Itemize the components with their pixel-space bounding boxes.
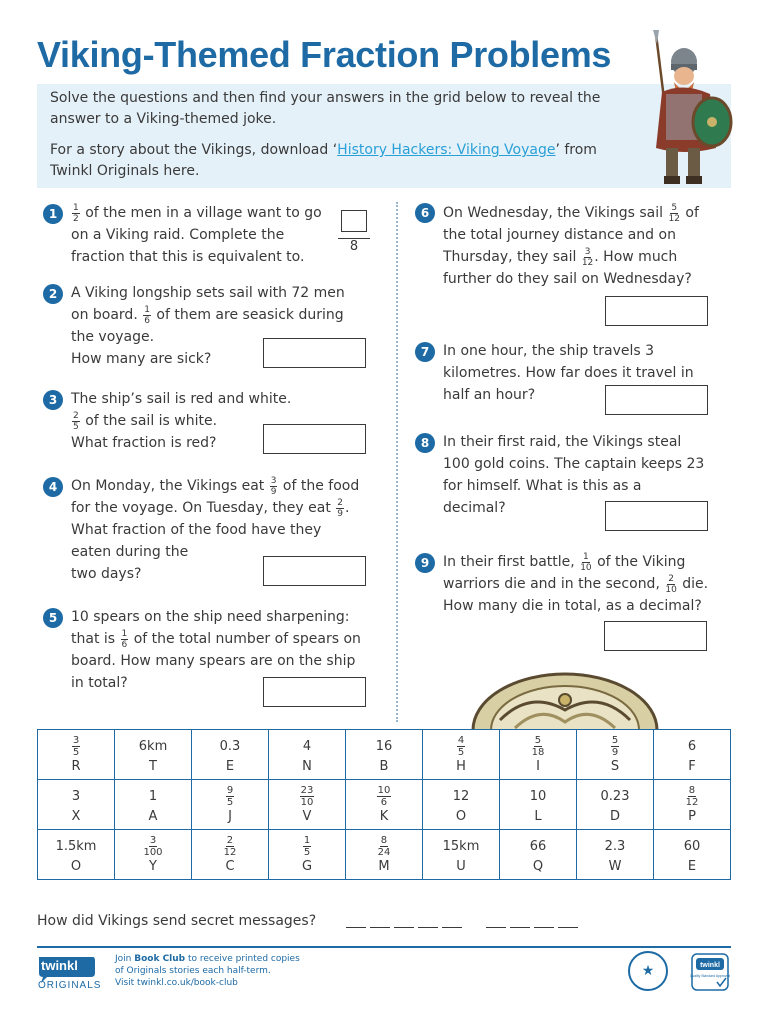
grid-cell-value <box>115 835 191 859</box>
grid-cell-letter: H <box>456 758 466 774</box>
grid-cell <box>577 830 654 880</box>
fraction: $\frac{1}{2}$ <box>73 202 79 224</box>
grid-cell <box>423 830 500 880</box>
answer-box-9[interactable] <box>604 621 707 651</box>
question-number-5: 5 <box>43 608 63 628</box>
question-number-1: 1 <box>43 204 63 224</box>
grid-cell <box>500 830 577 880</box>
grid-cell-letter: Y <box>149 858 157 874</box>
grid-cell <box>38 780 115 830</box>
viking-warrior-illustration <box>626 30 738 188</box>
fraction: $\frac{9}{5}$ <box>226 784 234 808</box>
numerator-answer-box[interactable] <box>341 210 367 232</box>
fraction: $\frac{3}{9}$ <box>270 475 277 497</box>
grid-cell-value <box>269 785 345 809</box>
grid-cell <box>500 780 577 830</box>
column-divider <box>396 202 398 722</box>
grid-cell <box>346 830 423 880</box>
fraction: $\frac{1}{6}$ <box>121 628 128 650</box>
answer-box-2[interactable] <box>263 338 366 368</box>
grid-cell-value <box>38 735 114 759</box>
question-number-9: 9 <box>415 553 435 573</box>
grid-cell-letter: L <box>534 808 542 824</box>
answer-blank[interactable] <box>442 927 462 928</box>
grid-cell-value: 2.3 <box>604 838 626 854</box>
grid-cell <box>269 780 346 830</box>
answer-box-7[interactable] <box>605 385 708 415</box>
question-1-text: $\frac{1}{2}$ of the men in a village want to go on a Viking raid. Complete the fraction that this is equivalent to. <box>71 202 322 265</box>
grid-cell-value <box>577 735 653 759</box>
question-2-text: A Viking longship sets sail with 72 men on board. $\frac{1}{6}$ of them are seasick during the voyage. How many are sick? <box>71 285 345 367</box>
question-4-text: On Monday, the Vikings eat $\frac{3}{9}$ of the food for the voyage. On Tuesday, they eat $\frac{2}{9}$ . What fraction of the food have they eaten during the two days? <box>71 475 360 582</box>
grid-cell-value: 1 <box>148 788 158 804</box>
page-title: Viking-Themed Fraction Problems <box>37 34 612 75</box>
grid-cell-letter: C <box>225 858 235 874</box>
grid-cell <box>269 830 346 880</box>
grid-cell <box>654 730 731 780</box>
grid-row <box>38 780 731 830</box>
answer-box-5[interactable] <box>263 677 366 707</box>
grid-cell-value <box>192 835 268 859</box>
quality-badge-text: Quality Standard Approved <box>690 974 730 978</box>
grid-cell-value <box>346 785 422 809</box>
question-8-text: In their first raid, the Vikings steal 100 gold coins. The captain keeps 23 for himself. What is this as a decimal? <box>443 434 705 516</box>
question-5-text: 10 spears on the ship need sharpening: that is $\frac{1}{6}$ of the total number of spears on board. How many spears are on the ship in total? <box>71 609 361 691</box>
answer-box-6[interactable] <box>605 296 708 326</box>
fraction: $\frac{8}{24}$ <box>377 834 391 858</box>
grid-cell-value: 12 <box>452 788 470 804</box>
answer-box-8[interactable] <box>605 501 708 531</box>
intro-story <box>50 140 610 182</box>
grid-cell <box>269 730 346 780</box>
grid-cell-letter: F <box>688 758 696 774</box>
fraction: $\frac{8}{12}$ <box>685 784 699 808</box>
question-number-4: 4 <box>43 477 63 497</box>
denominator-label: 8 <box>349 239 359 254</box>
grid-cell-letter: O <box>455 808 467 824</box>
grid-cell <box>423 780 500 830</box>
question-7-text: In one hour, the ship travels 3 kilometres. How far does it travel in half an hour? <box>443 343 694 403</box>
grid-cell-value: 1.5km <box>55 838 97 854</box>
answer-box-3[interactable] <box>263 424 366 454</box>
grid-cell-value: 6 <box>687 738 697 754</box>
question-9-text: In their first battle, $\frac{1}{10}$ of the Viking warriors die and in the second, $\frac{2}{10}$ die. How many die in total, as a decimal? <box>443 551 709 614</box>
grid-cell-letter: P <box>688 808 696 824</box>
book-club-info: Join Book Club to receive printed copies of Originals stories each half-term. Visit twinkl.co.uk/book-club <box>115 954 300 988</box>
grid-cell-value: 16 <box>375 738 393 754</box>
answer-blank[interactable] <box>486 927 506 928</box>
answer-blank[interactable] <box>394 927 414 928</box>
intro-story-text: For a story about the Vikings, download ‘ <box>50 142 338 158</box>
fraction: $\frac{2}{10}$ <box>665 573 677 595</box>
grid-cell-letter: O <box>70 858 82 874</box>
question-number-8: 8 <box>415 433 435 453</box>
grid-cell <box>192 780 269 830</box>
grid-cell-value <box>423 735 499 759</box>
grid-cell-letter: V <box>302 808 312 824</box>
grid-cell-value <box>654 785 730 809</box>
fraction: $\frac{1}{6}$ <box>144 304 150 326</box>
grid-cell-letter: R <box>71 758 81 774</box>
star-icon: ★ <box>628 951 668 991</box>
grid-cell-letter: Q <box>532 858 544 874</box>
answer-blank[interactable] <box>370 927 390 928</box>
fraction: $\frac{4}{5}$ <box>457 734 465 758</box>
joke-question: How did Vikings send secret messages? <box>37 913 317 929</box>
grid-cell <box>577 780 654 830</box>
grid-cell-letter: B <box>379 758 389 774</box>
grid-cell-value: 3 <box>71 788 81 804</box>
grid-cell <box>346 730 423 780</box>
grid-cell-letter: A <box>148 808 158 824</box>
logo-wordmark: twinkl <box>41 958 78 973</box>
question-number-6: 6 <box>415 203 435 223</box>
fraction: $\frac{23}{10}$ <box>300 784 314 808</box>
question-number-7: 7 <box>415 342 435 362</box>
fraction: $\frac{2}{5}$ <box>73 410 79 432</box>
grid-cell-value: 60 <box>683 838 701 854</box>
grid-cell-value: 6km <box>138 738 168 754</box>
fraction: $\frac{10}{6}$ <box>377 784 391 808</box>
fraction: $\frac{2}{12}$ <box>223 834 237 858</box>
grid-cell-letter: D <box>609 808 620 824</box>
grid-cell <box>423 730 500 780</box>
grid-cell-letter: S <box>610 758 620 774</box>
story-link[interactable]: History Hackers: Viking Voyage <box>337 142 556 158</box>
grid-cell-letter: W <box>608 858 622 874</box>
grid-cell <box>654 780 731 830</box>
question-number-2: 2 <box>43 284 63 304</box>
viking-brooch-illustration <box>470 670 660 730</box>
quality-logo-text: twinkl <box>700 962 720 969</box>
answer-blank[interactable] <box>418 927 438 928</box>
answer-blank[interactable] <box>510 927 530 928</box>
grid-cell <box>346 780 423 830</box>
grid-row <box>38 830 731 880</box>
grid-cell-letter: E <box>687 858 697 874</box>
grid-cell <box>115 830 192 880</box>
fraction: $\frac{2}{9}$ <box>337 497 344 519</box>
grid-cell-letter: T <box>149 758 157 774</box>
grid-cell-value: 4 <box>302 738 312 754</box>
fraction: $\frac{3}{12}$ <box>581 246 594 268</box>
grid-cell-value <box>346 835 422 859</box>
logo-originals: ORIGINALS <box>38 980 102 991</box>
grid-cell-value: 0.3 <box>219 738 241 754</box>
grid-cell-letter: U <box>456 858 466 874</box>
fraction: $\frac{1}{10}$ <box>580 551 592 573</box>
book-club-link[interactable]: Visit twinkl.co.uk/book-club <box>115 978 238 988</box>
grid-cell-letter: K <box>379 808 389 824</box>
grid-cell-letter: E <box>225 758 235 774</box>
fraction: $\frac{3}{100}$ <box>143 834 163 858</box>
question-6-text: On Wednesday, the Vikings sail $\frac{5}{12}$ of the total journey distance and on Thursday, they sail $\frac{3}{12}$ . How much further do they sail on Wednesday? <box>443 202 699 287</box>
grid-cell-value: 10 <box>529 788 547 804</box>
grid-cell <box>654 830 731 880</box>
question-3-text: The ship’s sail is red and white. $\frac{2}{5}$ of the sail is white. What fraction is red? <box>71 391 292 451</box>
intro-instructions: Solve the questions and then find your answers in the grid below to reveal the answer to a Viking-themed joke. <box>50 90 601 127</box>
grid-cell-value: 66 <box>529 838 547 854</box>
grid-cell-value <box>192 785 268 809</box>
grid-cell-value: 15km <box>442 838 480 854</box>
answer-blank[interactable] <box>558 927 578 928</box>
answer-box-4[interactable] <box>263 556 366 586</box>
quality-standard-badge <box>690 952 730 992</box>
grid-cell <box>192 830 269 880</box>
grid-cell <box>577 730 654 780</box>
fraction: $\frac{3}{5}$ <box>72 734 80 758</box>
grid-cell-letter: X <box>71 808 81 824</box>
grid-cell-letter: N <box>302 758 312 774</box>
grid-cell-letter: I <box>536 758 540 774</box>
fraction: $\frac{1}{5}$ <box>303 834 311 858</box>
grid-cell <box>115 780 192 830</box>
grid-cell <box>115 730 192 780</box>
grid-cell <box>38 730 115 780</box>
footer-divider <box>37 946 731 948</box>
grid-cell-letter: M <box>378 858 390 874</box>
grid-cell-value <box>269 835 345 859</box>
fraction: $\frac{5}{9}$ <box>611 734 619 758</box>
fraction: $\frac{5}{18}$ <box>531 734 545 758</box>
grid-cell-letter: J <box>228 808 232 824</box>
grid-cell-letter: G <box>301 858 313 874</box>
grid-cell <box>192 730 269 780</box>
grid-cell-value: 0.23 <box>600 788 630 804</box>
grid-cell <box>500 730 577 780</box>
grid-cell <box>38 830 115 880</box>
intro-story-text-end: ’ from Twinkl Originals here. <box>50 142 597 179</box>
question-number-3: 3 <box>43 390 63 410</box>
answer-grid <box>37 729 731 880</box>
fraction: $\frac{5}{12}$ <box>668 202 680 224</box>
grid-row <box>38 730 731 780</box>
answer-blank[interactable] <box>346 927 366 928</box>
grid-cell-value <box>500 735 576 759</box>
answer-blank[interactable] <box>534 927 554 928</box>
